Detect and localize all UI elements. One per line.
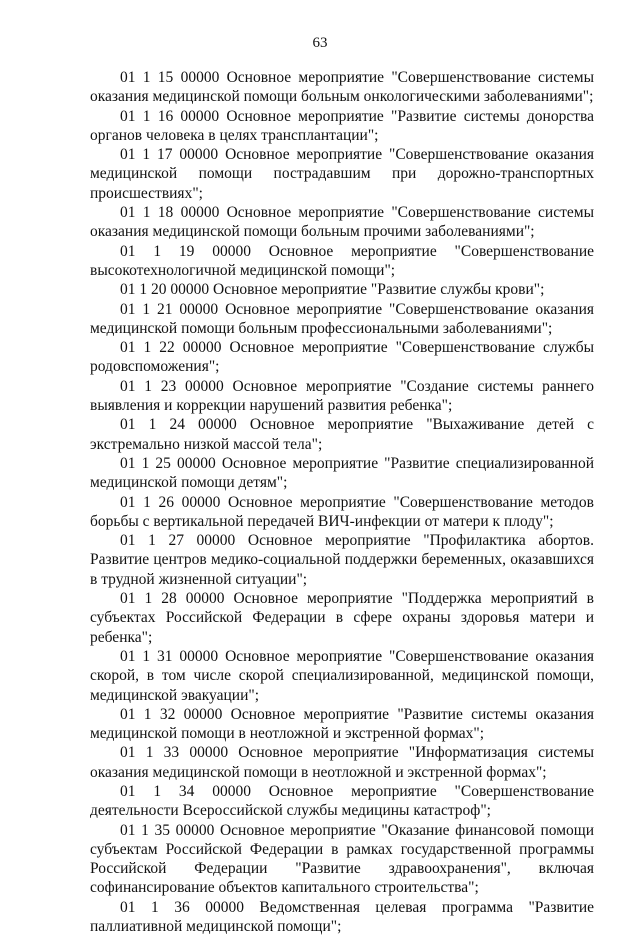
list-item: 01 1 27 00000 Основное мероприятие "Профилактика абортов. Развитие центров медико-социальной поддержки беременных, оказавшихся в трудной жизненной ситуации"; bbox=[90, 532, 594, 588]
list-item: 01 1 36 00000 Ведомственная целевая программа "Развитие паллиативной медицинской помощи"; bbox=[90, 898, 594, 936]
list-item: 01 1 28 00000 Основное мероприятие "Поддержка мероприятий в субъектах Российской Федерации в сфере охраны здоровья матери и ребенка"; bbox=[90, 590, 594, 646]
list-item: 01 1 17 00000 Основное мероприятие "Совершенствование оказания медицинской помощи пострадавшим при дорожно-транспортных происшествиях"; bbox=[90, 146, 594, 202]
list-item: 01 1 23 00000 Основное мероприятие "Создание системы раннего выявления и коррекции нарушений развития ребенка"; bbox=[90, 377, 594, 415]
list-item: 01 1 31 00000 Основное мероприятие "Совершенствование оказания скорой, в том числе скорой специализированной, медицинской помощи, медицинской эвакуации"; bbox=[90, 647, 594, 704]
list-item: 01 1 16 00000 Основное мероприятие "Развитие системы донорства органов человека в целях трансплантации"; bbox=[90, 107, 594, 144]
list-item: 01 1 26 00000 Основное мероприятие "Совершенствование методов борьбы с вертикальной передачей ВИЧ-инфекции от матери к плоду"; bbox=[90, 493, 594, 530]
list-item: 01 1 33 00000 Основное мероприятие "Информатизация системы оказания медицинской помощи в неотложной и экстренной формах"; bbox=[90, 744, 594, 781]
list-item: 01 1 32 00000 Основное мероприятие "Развитие системы оказания медицинской помощи в неотложной и экстренной формах"; bbox=[90, 705, 594, 743]
list-item: 01 1 34 00000 Основное мероприятие "Совершенствование деятельности Всероссийской службы медицины катастроф"; bbox=[90, 782, 594, 820]
list-item: 01 1 15 00000 Основное мероприятие "Совершенствование системы оказания медицинской помощи больным онкологическими заболеваниями"; bbox=[90, 69, 594, 106]
list-item: 01 1 35 00000 Основное мероприятие "Оказание финансовой помощи субъектам Российской Федерации в рамках государственной программы Российской Федерации "Развитие здравоохранения", включая софинансирование объектов капитального строительства"; bbox=[90, 821, 594, 897]
list-item: 01 1 21 00000 Основное мероприятие "Совершенствование оказания медицинской помощи больным профессиональными заболеваниями"; bbox=[90, 300, 594, 337]
list-item: 01 1 25 00000 Основное мероприятие "Развитие специализированной медицинской помощи детям"; bbox=[90, 454, 594, 492]
list-item: 01 1 18 00000 Основное мероприятие "Совершенствование системы оказания медицинской помощи больным прочими заболеваниями"; bbox=[90, 204, 594, 241]
list-item: 01 1 24 00000 Основное мероприятие "Выхаживание детей с экстремально низкой массой тела"; bbox=[90, 416, 594, 453]
page-number: 63 bbox=[312, 35, 328, 51]
list-item: 01 1 19 00000 Основное мероприятие "Совершенствование высокотехнологичной медицинской помощи"; bbox=[90, 242, 594, 279]
entry-list bbox=[90, 68, 594, 936]
list-item: 01 1 22 00000 Основное мероприятие "Совершенствование службы родовспоможения"; bbox=[90, 339, 594, 376]
list-item: 01 1 20 00000 Основное мероприятие "Развитие службы крови"; bbox=[120, 281, 545, 299]
